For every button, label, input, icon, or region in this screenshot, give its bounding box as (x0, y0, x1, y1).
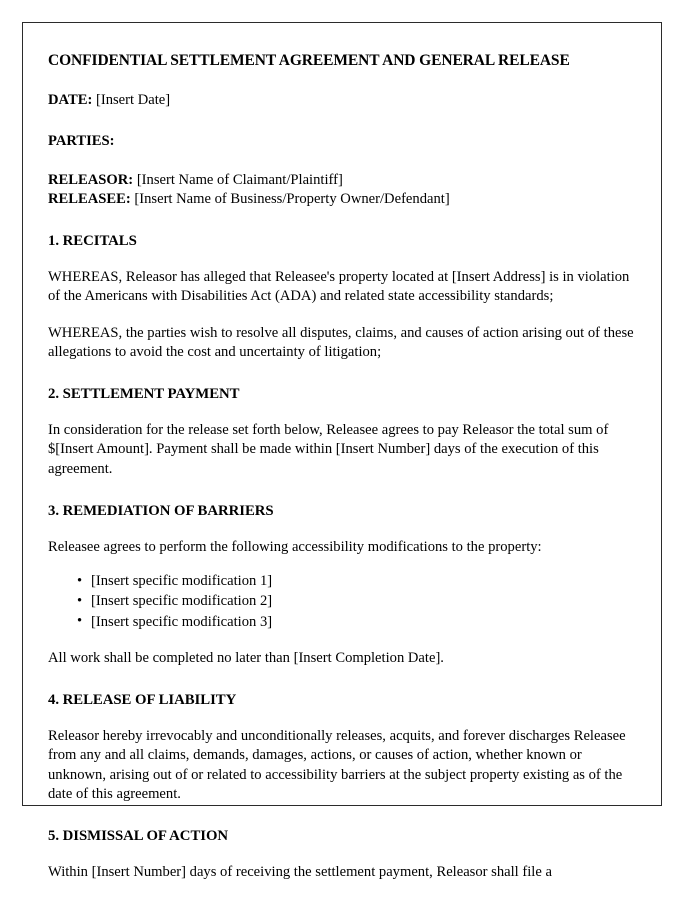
section-heading-release-of-liability: 4. RELEASE OF LIABILITY (48, 692, 237, 709)
parties-heading: PARTIES: (48, 132, 115, 149)
bullet-icon: • (77, 572, 83, 589)
document-body (23, 23, 661, 882)
section-paragraph: WHEREAS, the parties wish to resolve all disputes, claims, and causes of action arising out of these allegations to avoid the cost and uncertainty of litigation; (48, 324, 634, 361)
date-value: [Insert Date] (95, 92, 171, 109)
releasee-label: RELEASEE: (48, 191, 131, 208)
date-line (48, 70, 636, 110)
section-paragraph: Releasor hereby irrevocably and unconditionally releases, acquits, and forever discharges Releasee from any and all claims, demands, damages, actions, or causes of action, whether known or unknown, arising out of or related to accessibility barriers at the subject property existing as of the date of this agreement. (48, 727, 626, 803)
list-item (48, 591, 636, 611)
document-page (22, 22, 662, 880)
list-item-label: [Insert specific modification 2] (91, 593, 273, 610)
bullet-icon: • (77, 592, 83, 609)
section-closing: All work shall be completed no later than [Insert Completion Date]. (48, 649, 444, 666)
section-paragraph-clipped: Within [Insert Number] days of receiving the settlement payment, Releasor shall file a (48, 863, 552, 880)
section-intro: Releasee agrees to perform the following accessibility modifications to the property: (48, 538, 542, 555)
releasor-value: [Insert Name of Claimant/Plaintiff] (136, 171, 343, 188)
list-item (48, 571, 636, 591)
page-title: CONFIDENTIAL SETTLEMENT AGREEMENT AND GENERAL RELEASE (48, 52, 570, 69)
list-item-label: [Insert specific modification 3] (91, 613, 273, 630)
section-heading-remediation-of-barriers: 3. REMEDIATION OF BARRIERS (48, 503, 274, 520)
releasee-value: [Insert Name of Business/Property Owner/Defendant] (134, 191, 450, 208)
section-heading-dismissal-of-action: 5. DISMISSAL OF ACTION (48, 828, 229, 845)
list-item-label: [Insert specific modification 1] (91, 573, 273, 590)
section-paragraph: In consideration for the release set forth below, Releasee agrees to pay Releasor the total sum of $[Insert Amount]. Payment shall be made within [Insert Number] days of the execution of this agreement. (48, 421, 609, 477)
section-heading-recitals: 1. RECITALS (48, 233, 137, 250)
modifications-list (48, 557, 636, 632)
section-paragraph: WHEREAS, Releasor has alleged that Releasee's property located at [Insert Address] is in violation of the Americans with Disabilities Act (ADA) and related state accessibility standards; (48, 268, 630, 305)
section-heading-settlement-payment: 2. SETTLEMENT PAYMENT (48, 386, 240, 403)
list-item (48, 612, 636, 632)
bullet-icon: • (77, 613, 83, 630)
date-label: DATE: (48, 92, 93, 109)
parties-details (48, 151, 636, 210)
releasor-label: RELEASOR: (48, 171, 134, 188)
